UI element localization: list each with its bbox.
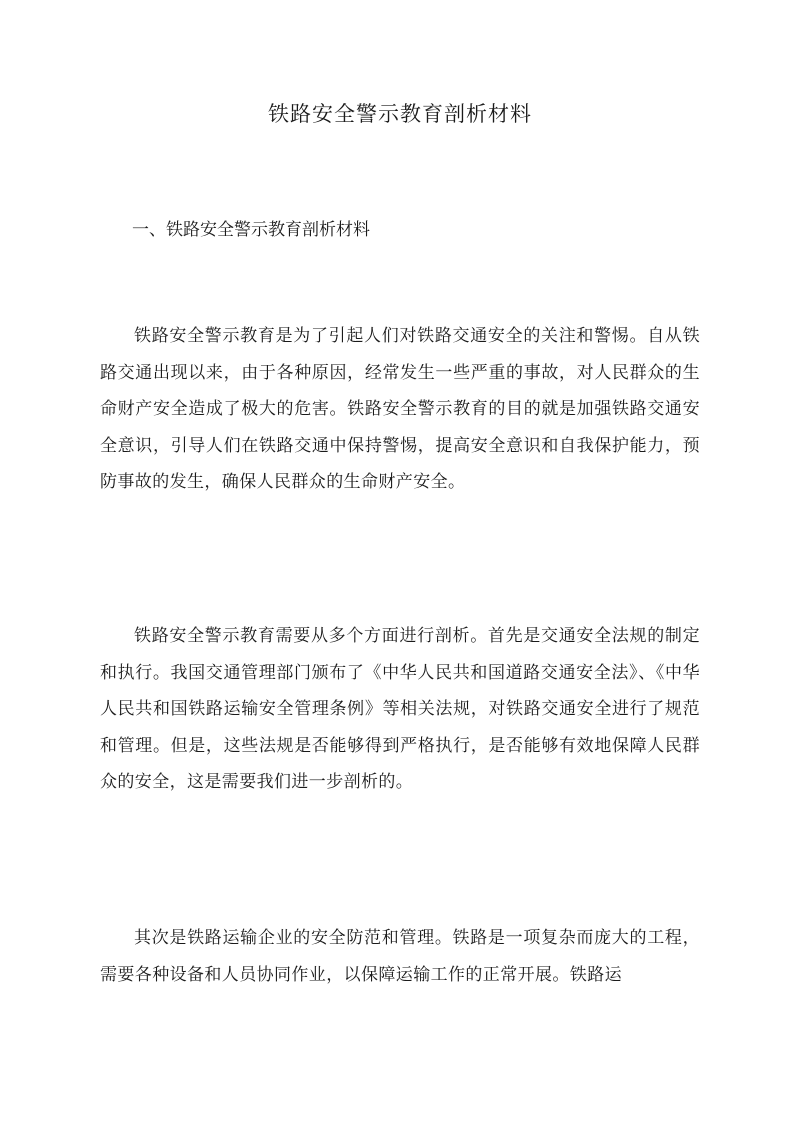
paragraph-3: 其次是铁路运输企业的安全防范和管理。铁路是一项复杂而庞大的工程，需要各种设备和人员协同作业，以保障运输工作的正常开展。铁路运 (100, 928, 700, 985)
document-title: 铁路安全警示教育剖析材料 (268, 102, 532, 126)
paragraph-1: 铁路安全警示教育是为了引起人们对铁路交通安全的关注和警惕。自从铁路交通出现以来，由于各种原因，经常发生一些严重的事故，对人民群众的生命财产安全造成了极大的危害。铁路安全警示教育的目的就是加强铁路交通安全意识，引导人们在铁路交通中保持警惕，提高安全意识和自我保护能力，预防事故的发生，确保人民群众的生命财产安全。 (100, 326, 700, 492)
section-heading: 一、铁路安全警示教育剖析材料 (132, 220, 370, 240)
paragraph-2: 铁路安全警示教育需要从多个方面进行剖析。首先是交通安全法规的制定和执行。我国交通管理部门颁布了《中华人民共和国道路交通安全法》、《中华人民共和国铁路运输安全管理条例》等相关法规，对铁路交通安全进行了规范和管理。但是，这些法规是否能够得到严格执行，是否能够有效地保障人民群众的安全，这是需要我们进一步剖析的。 (100, 626, 700, 792)
